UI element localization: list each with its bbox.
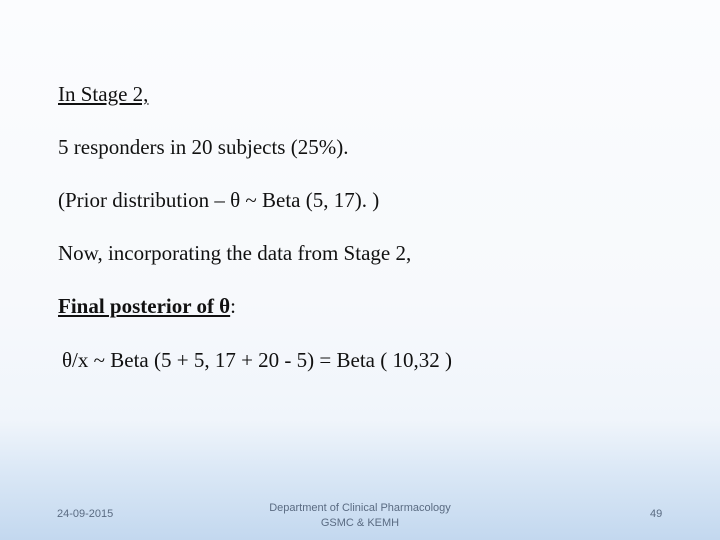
incorporating-text: Now, incorporating the data from Stage 2,: [58, 241, 412, 265]
final-posterior-label: Final posterior of θ: [58, 294, 231, 318]
final-posterior-colon: :: [230, 294, 236, 318]
footer-department-line2: GSMC & KEMH: [320, 517, 400, 529]
posterior-formula: θ/x ~ Beta (5 + 5, 17 + 20 - 5) = Beta ( 10,32 ): [62, 348, 452, 372]
prior-distribution-text: (Prior distribution – θ ~ Beta (5, 17). ): [58, 188, 380, 212]
stage-heading: In Stage 2,: [58, 82, 149, 106]
responders-text: 5 responders in 20 subjects (25%).: [58, 135, 349, 159]
final-posterior-line: [58, 294, 236, 318]
page-number: 49: [650, 508, 663, 520]
footer-department-line1: Department of Clinical Pharmacology: [269, 502, 451, 514]
footer-date: 24-09-2015: [57, 508, 114, 520]
footer-department: [240, 501, 480, 531]
